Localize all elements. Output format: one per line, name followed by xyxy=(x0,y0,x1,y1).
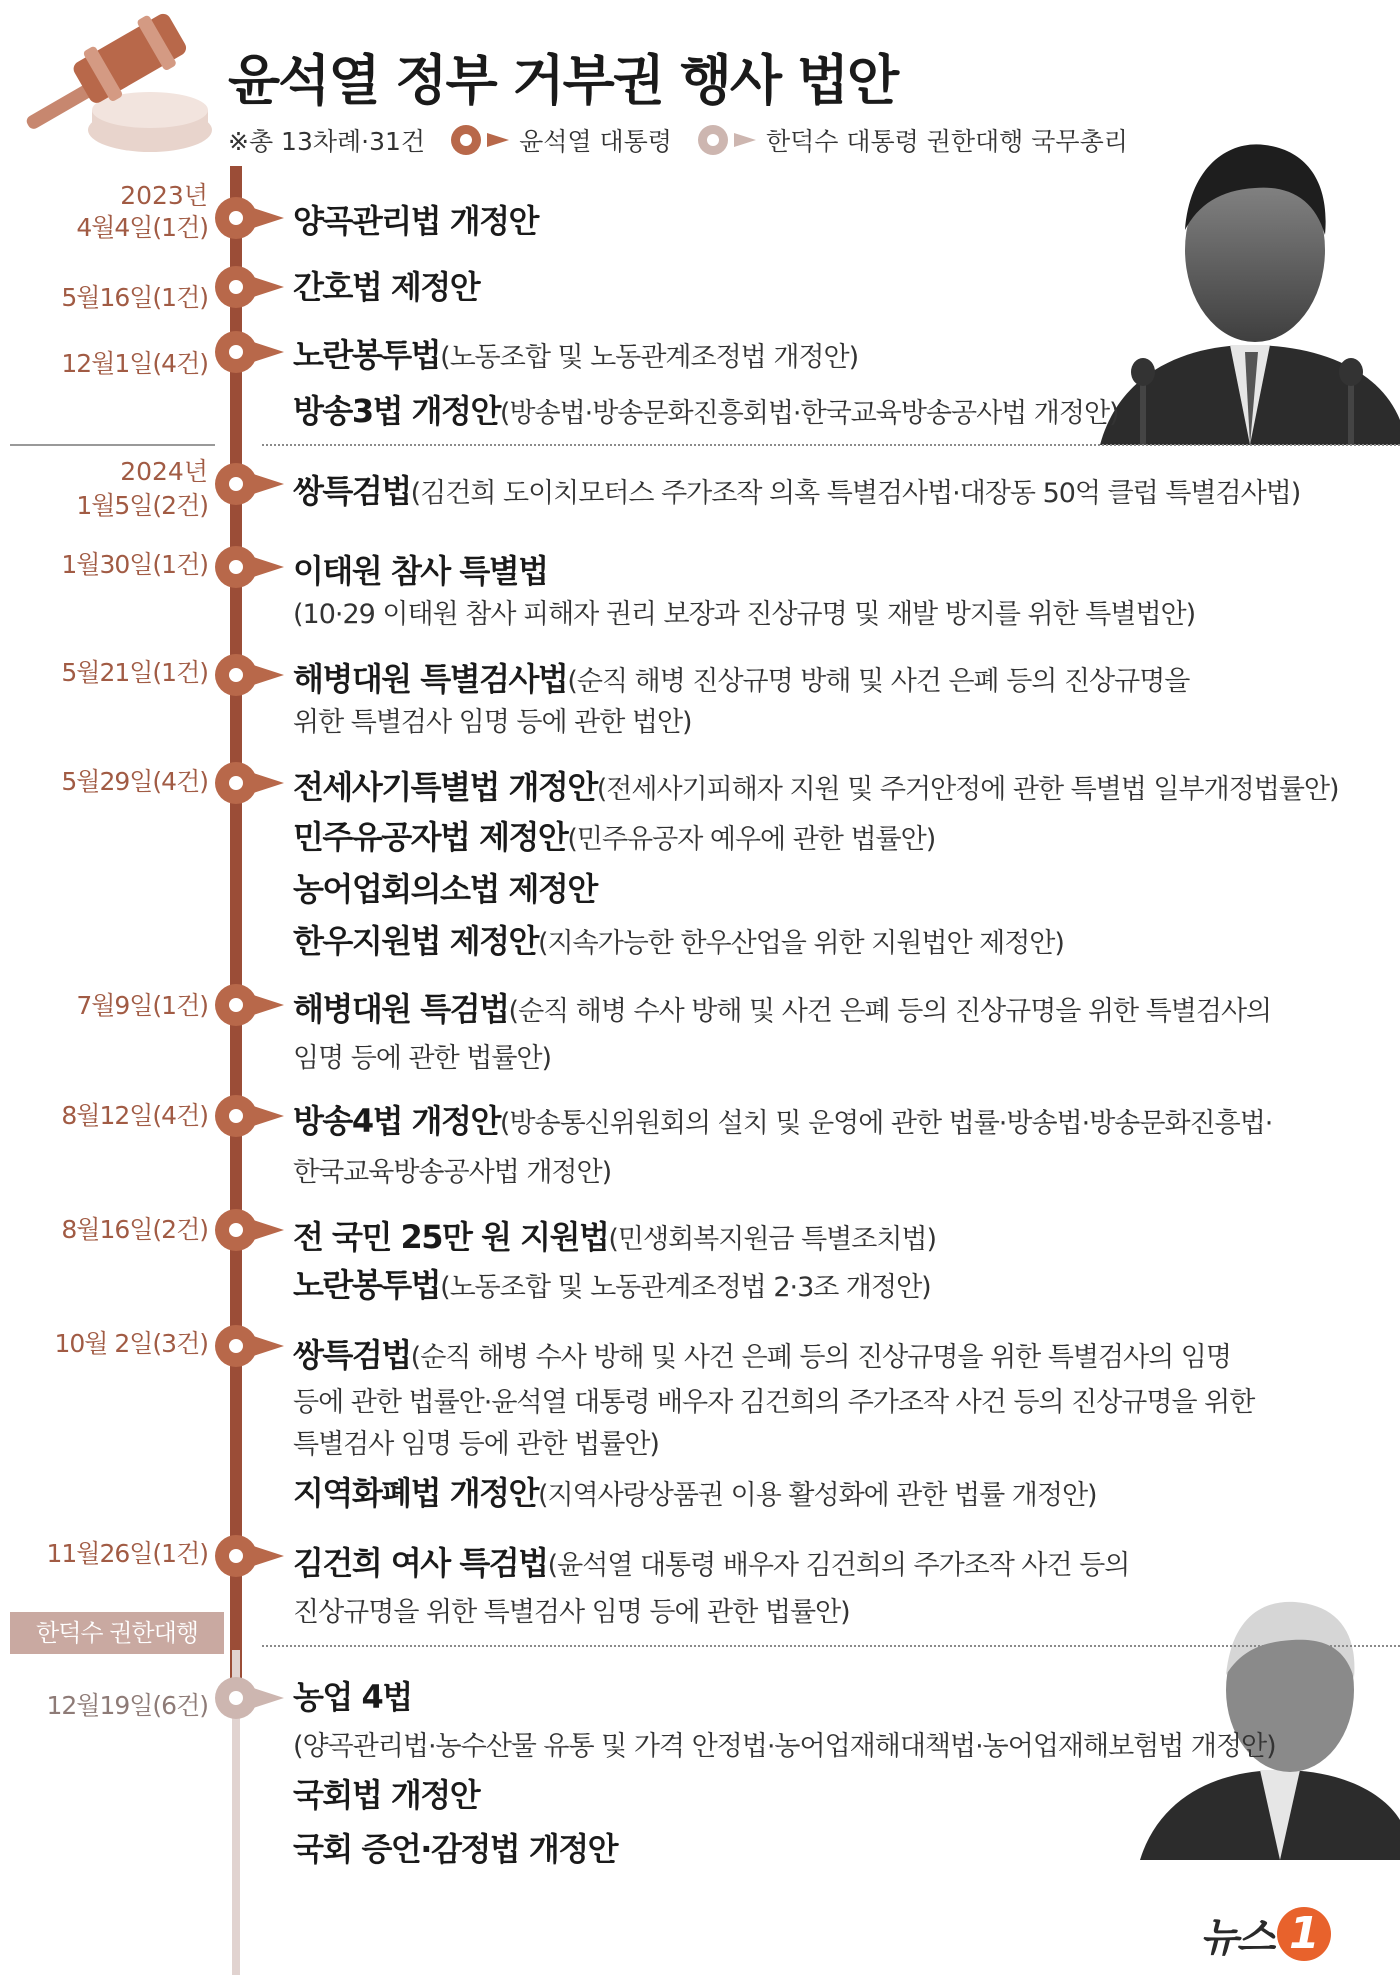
bill-name: 방송3법 개정안 xyxy=(293,392,500,430)
bill-line xyxy=(293,546,548,592)
bill-line xyxy=(293,984,1271,1030)
bill-detail: (순직 해병 수사 방해 및 사건 은폐 등의 진상규명을 위한 특별검사의 임명 xyxy=(410,1342,1231,1373)
bill-line xyxy=(293,1212,936,1258)
bill-name: 간호법 제정안 xyxy=(293,268,480,306)
bill-line xyxy=(293,1824,617,1870)
legend-han-node-icon xyxy=(698,125,728,155)
timeline-arrow-icon xyxy=(250,341,284,363)
bill-line xyxy=(293,262,479,308)
bill-line xyxy=(293,1672,412,1718)
bill-detail: (노동조합 및 노동관계조정법 2·3조 개정안) xyxy=(440,1272,931,1303)
bill-name: 이태원 참사 특별법 xyxy=(293,552,548,590)
bill-detail: 위한 특별검사 임명 등에 관한 법안) xyxy=(293,707,692,738)
timeline-arrow-icon xyxy=(250,473,284,495)
bill-name: 양곡관리법 개정안 xyxy=(293,202,538,240)
bill-detail: (민주유공자 예우에 관한 법률안) xyxy=(567,824,936,855)
bill-line xyxy=(293,1770,479,1816)
year-label-2023: 2023년 xyxy=(120,181,208,210)
bill-detail: (방송통신위원회의 설치 및 운영에 관한 법률·방송법·방송문화진흥법· xyxy=(499,1108,1273,1139)
yoon-portrait-image xyxy=(1080,120,1400,445)
timeline-spine-yoon xyxy=(230,166,242,1691)
bill-line xyxy=(293,1422,659,1461)
timeline-arrow-icon xyxy=(250,207,284,229)
bill-line xyxy=(293,466,1300,512)
bill-name: 노란봉투법 xyxy=(293,336,441,374)
timeline-arrow-icon xyxy=(250,276,284,298)
bill-line xyxy=(293,812,935,858)
bill-detail: (순직 해병 진상규명 방해 및 사건 은폐 등의 진상규명을 xyxy=(567,666,1190,697)
bill-detail: (지속가능한 한우산업을 위한 지원법안 제정안) xyxy=(537,928,1064,959)
date-label: 5월21일(1건) xyxy=(61,658,208,687)
gavel-icon xyxy=(0,10,215,170)
timeline-arrow-icon xyxy=(250,664,284,686)
logo-mark-icon: 1 xyxy=(1277,1907,1331,1961)
logo-text: 뉴스 xyxy=(1200,1914,1274,1961)
bill-name: 방송4법 개정안 xyxy=(293,1102,500,1140)
legend-han-label: 한덕수 대통령 권한대행 국무총리 xyxy=(765,127,1128,156)
timeline-arrow-icon xyxy=(250,1105,284,1127)
bill-detail: 등에 관한 법률안·윤석열 대통령 배우자 김건희의 주가조작 사건 등의 진상규명을 위한 xyxy=(293,1387,1255,1418)
bill-detail: (김건희 도이치모터스 주가조작 의혹 특별검사법·대장동 50억 클럽 특별검사법) xyxy=(410,478,1301,509)
bill-detail: (순직 해병 수사 방해 및 사건 은폐 등의 진상규명을 위한 특별검사의 xyxy=(508,996,1272,1027)
bill-name: 지역화폐법 개정안 xyxy=(293,1474,538,1512)
bill-line xyxy=(293,1724,1276,1763)
bill-name: 한우지원법 제정안 xyxy=(293,922,538,960)
bill-line xyxy=(293,1590,850,1629)
bill-name: 전세사기특별법 개정안 xyxy=(293,768,597,806)
date-label: 10월 2일(3건) xyxy=(54,1329,208,1358)
legend-yoon-arrow-icon xyxy=(487,133,509,147)
bill-name: 노란봉투법 xyxy=(293,1266,441,1304)
legend-yoon-label: 윤석열 대통령 xyxy=(519,127,672,156)
date-label: 4월4일(1건) xyxy=(76,213,208,242)
han-portrait-image xyxy=(1140,1560,1400,1860)
bill-name: 국회법 개정안 xyxy=(293,1776,480,1814)
timeline-arrow-icon xyxy=(250,1545,284,1567)
bill-line xyxy=(293,1468,1097,1514)
bill-detail: 특별검사 임명 등에 관한 법률안) xyxy=(293,1429,659,1460)
bill-name: 국회 증언·감정법 개정안 xyxy=(293,1830,618,1868)
year-label-2024: 2024년 xyxy=(120,457,208,486)
timeline-arrow-icon xyxy=(250,1687,284,1709)
date-label: 5월16일(1건) xyxy=(61,283,208,312)
bill-name: 전 국민 25만 원 지원법 xyxy=(293,1218,609,1256)
bill-line xyxy=(293,1260,931,1306)
timeline-arrow-icon xyxy=(250,1219,284,1241)
bill-line xyxy=(293,916,1064,962)
bill-name: 민주유공자법 제정안 xyxy=(293,818,568,856)
section-divider-2023-right xyxy=(262,444,1400,446)
bill-detail: (10·29 이태원 참사 피해자 권리 보장과 진상규명 및 재발 방지를 위한 특별법안) xyxy=(293,599,1196,630)
bill-detail: 진상규명을 위한 특별검사 임명 등에 관한 법률안) xyxy=(293,1597,850,1628)
bill-line xyxy=(293,1380,1254,1419)
bill-line xyxy=(293,1330,1231,1376)
bill-line xyxy=(293,386,1119,432)
bill-line xyxy=(293,864,597,910)
legend-yoon-node-icon xyxy=(451,125,481,155)
date-label: 5월29일(4건) xyxy=(61,767,208,796)
bill-name: 해병대원 특별검사법 xyxy=(293,660,568,698)
date-label: 7월9일(1건) xyxy=(76,991,208,1020)
bill-line xyxy=(293,196,538,242)
section-divider-han xyxy=(262,1645,1400,1647)
bill-line xyxy=(293,592,1195,631)
bill-detail: (민생회복지원금 특별조치법) xyxy=(608,1224,937,1255)
bill-detail: 한국교육방송공사법 개정안) xyxy=(293,1157,612,1188)
legend xyxy=(228,118,1128,162)
bill-line xyxy=(293,1538,1129,1584)
legend-han-arrow-icon xyxy=(734,133,756,147)
bill-detail: (지역사랑상품권 이용 활성화에 관한 법률 개정안) xyxy=(537,1480,1097,1511)
date-label: 8월16일(2건) xyxy=(61,1215,208,1244)
date-label: 11월26일(1건) xyxy=(46,1539,208,1568)
bill-detail: (전세사기피해자 지원 및 주거안정에 관한 특별법 일부개정법률안) xyxy=(596,774,1339,805)
bill-line xyxy=(293,762,1339,808)
bill-line xyxy=(293,1150,611,1189)
section-divider-2023 xyxy=(10,444,215,446)
timeline-arrow-icon xyxy=(250,1335,284,1357)
date-label: 8월12일(4건) xyxy=(61,1101,208,1130)
page-title: 윤석열 정부 거부권 행사 법안 xyxy=(228,49,898,112)
bill-line xyxy=(293,1096,1272,1142)
bill-line xyxy=(293,700,692,739)
timeline-arrow-icon xyxy=(250,772,284,794)
bill-name: 김건희 여사 특검법 xyxy=(293,1544,548,1582)
bill-name: 농업 4법 xyxy=(293,1678,412,1716)
bill-name: 농어업회의소법 제정안 xyxy=(293,870,597,908)
acting-president-section-label: 한덕수 권한대행 xyxy=(10,1612,224,1654)
timeline-arrow-icon xyxy=(250,556,284,578)
bill-detail: (윤석열 대통령 배우자 김건희의 주가조작 사건 등의 xyxy=(547,1550,1130,1581)
date-label: 12월1일(4건) xyxy=(61,349,208,378)
total-count-note: ※총 13차례·31건 xyxy=(228,127,426,156)
news1-logo xyxy=(1200,1906,1331,1962)
bill-detail: (노동조합 및 노동관계조정법 개정안) xyxy=(440,342,859,373)
date-label: 1월30일(1건) xyxy=(61,550,208,579)
bill-detail: 임명 등에 관한 법률안) xyxy=(293,1043,552,1074)
bill-name: 해병대원 특검법 xyxy=(293,990,509,1028)
timeline-arrow-icon xyxy=(250,994,284,1016)
bill-name: 쌍특검법 xyxy=(293,1336,411,1374)
bill-name: 쌍특검법 xyxy=(293,472,411,510)
bill-line xyxy=(293,330,858,376)
bill-line xyxy=(293,1036,551,1075)
date-label: 1월5일(2건) xyxy=(76,491,208,520)
bill-detail: (방송법·방송문화진흥회법·한국교육방송공사법 개정안) xyxy=(499,398,1119,429)
date-label: 12월19일(6건) xyxy=(46,1691,208,1720)
bill-line xyxy=(293,654,1189,700)
bill-detail: (양곡관리법·농수산물 유통 및 가격 안정법·농어업재해대책법·농어업재해보험법 개정안) xyxy=(293,1731,1276,1762)
